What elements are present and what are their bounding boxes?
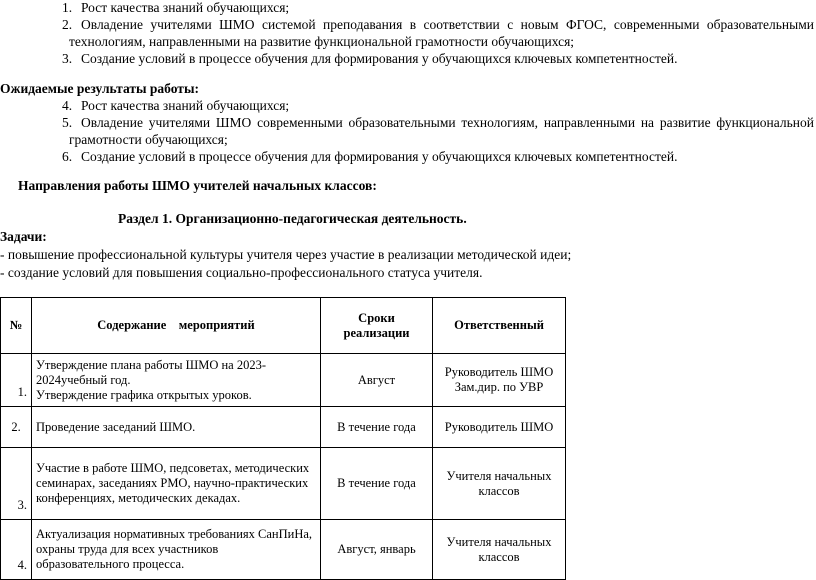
content-line: 2024учебный год.: [36, 372, 131, 387]
list-number: 1.: [62, 0, 73, 15]
row-content: [32, 407, 321, 448]
list-item: Создание условий в процессе обучения для формирования у обучающихся ключевых компетентностей.: [81, 51, 678, 66]
list-number: 6.: [62, 149, 73, 164]
row-terms: В течение года: [321, 448, 433, 520]
content-line: семинарах, заседаниях РМО, научно-практических: [36, 476, 309, 490]
content-line: Актуализация нормативных требованиях СанПиНа,: [36, 527, 313, 541]
table-row: [1, 354, 566, 407]
directions-heading: Направления работы ШМО учителей начальных классов:: [18, 178, 377, 193]
list-number: 5.: [62, 115, 73, 130]
task-item: - создание условий для повышения социально-профессионального статуса учителя.: [0, 265, 483, 280]
content-line: Проведение заседаний ШМО.: [36, 419, 196, 434]
content-line: образовательного процесса.: [36, 557, 185, 571]
list-item-continued: технологиям, направленными на развитие функциональной грамотности обучающихся;: [69, 34, 575, 49]
list-item: Рост качества знаний обучающихся;: [81, 0, 290, 15]
content-line: Утверждение плана работы ШМО на 2023-: [36, 357, 267, 372]
content-line: конференциях, методических декадах.: [36, 491, 241, 505]
responsible-line: Учителя начальных: [446, 468, 552, 483]
row-responsible: [433, 520, 566, 580]
section-title: Раздел 1. Организационно-педагогическая деятельность.: [118, 211, 467, 226]
table-row: [1, 407, 566, 448]
row-number: 3.: [1, 448, 32, 520]
list-item: Овладение учителями ШМО современными образовательными технологиям, направленными на развитие функциональной: [81, 115, 814, 130]
table-row: [1, 520, 566, 580]
expected-results-heading: Ожидаемые результаты работы:: [0, 81, 199, 96]
task-item: - повышение профессиональной культуры учителя через участие в реализации методической идеи;: [0, 247, 572, 262]
row-terms: Август: [321, 354, 433, 407]
row-content: [32, 520, 321, 580]
header-content: Содержание мероприятий: [32, 298, 321, 354]
table-header-row: [1, 298, 566, 354]
row-responsible: [433, 407, 566, 448]
list-number: 2.: [62, 17, 73, 32]
list-item: Овладение учителями ШМО системой преподавания в соответствии с новым ФГОС, современными образовательными: [81, 17, 814, 32]
list-number: 4.: [62, 98, 73, 113]
tasks-heading: Задачи:: [0, 229, 47, 244]
row-terms: В течение года: [321, 407, 433, 448]
row-number: 4.: [1, 520, 32, 580]
content-line: Утверждение графика открытых уроков.: [36, 387, 252, 402]
row-content: [32, 448, 321, 520]
row-number: 1.: [1, 354, 32, 407]
list-number: 3.: [62, 51, 73, 66]
content-line: охраны труда для всех участников: [36, 542, 219, 556]
events-table: [0, 297, 566, 580]
responsible-line: Руководитель ШМО: [444, 365, 554, 379]
header-responsible: Ответственный: [433, 298, 566, 354]
row-content: [32, 354, 321, 407]
responsible-line: классов: [478, 549, 520, 564]
row-responsible: [433, 354, 566, 407]
list-item: Рост качества знаний обучающихся;: [81, 98, 290, 113]
row-terms: Август, январь: [321, 520, 433, 580]
responsible-line: Зам.дир. по УВР: [454, 380, 544, 394]
content-line: Участие в работе ШМО, педсоветах, методических: [36, 461, 310, 475]
row-number: 2.: [1, 407, 32, 448]
responsible-line: классов: [478, 483, 520, 498]
table-row: [1, 448, 566, 520]
list-item-continued: грамотности обучающихся;: [69, 132, 228, 147]
list-item: Создание условий в процессе обучения для формирования у обучающихся ключевых компетентностей.: [81, 149, 678, 164]
responsible-line: Учителя начальных: [446, 534, 552, 549]
responsible-line: Руководитель ШМО: [444, 419, 554, 434]
header-terms: Сроки реализации: [321, 298, 433, 354]
header-num: №: [1, 298, 32, 354]
row-responsible: [433, 448, 566, 520]
